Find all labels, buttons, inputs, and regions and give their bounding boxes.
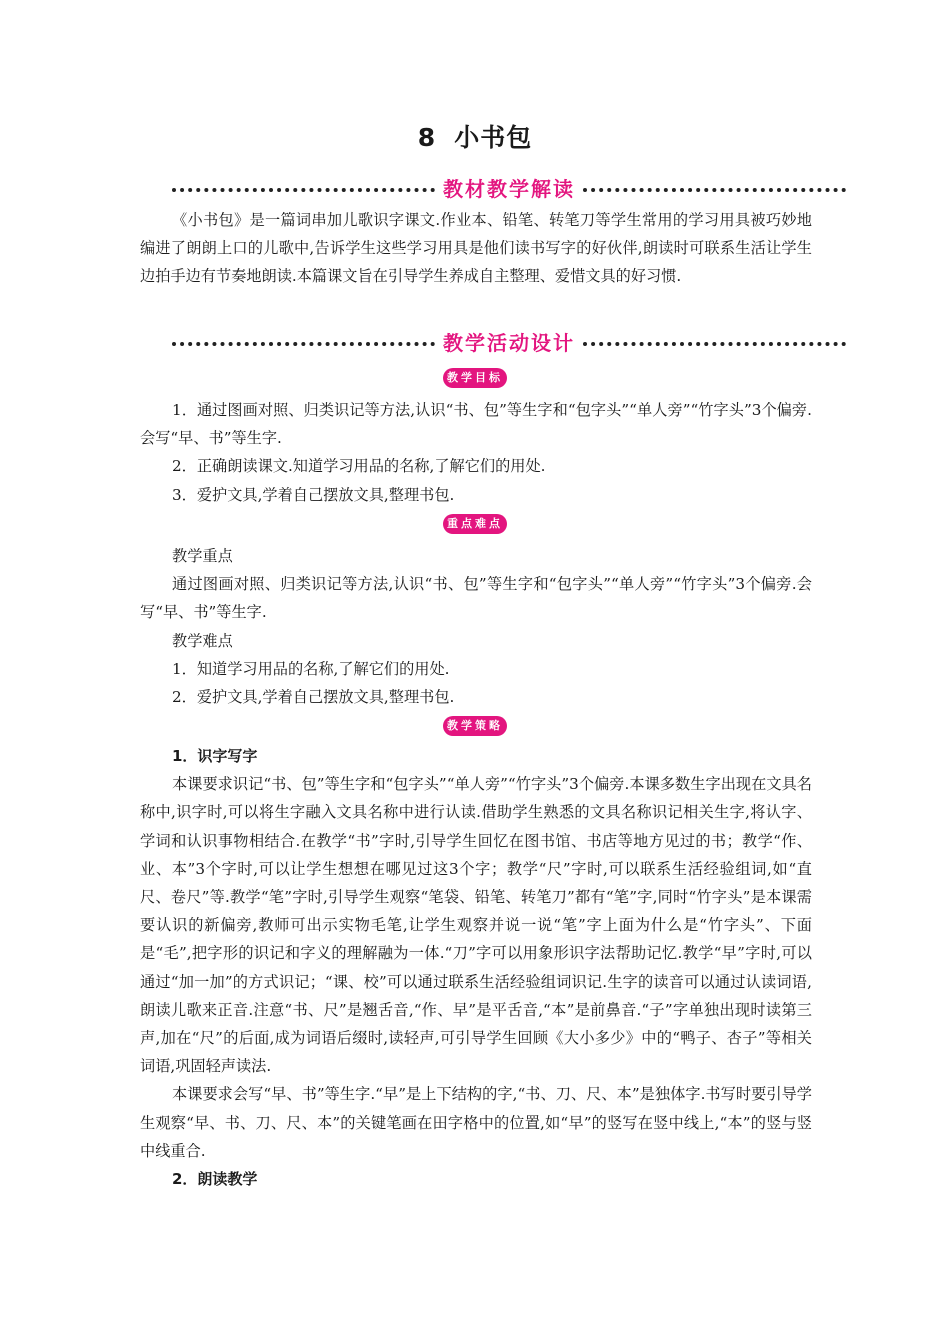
lesson-number: 8 xyxy=(417,123,437,152)
badge-keypoints xyxy=(0,512,950,534)
keypoints-block xyxy=(140,542,812,711)
goal-item: 1．通过图画对照、归类识记等方法,认识“书、包”等生字和“包字头”“单人旁”“竹字头”3个偏旁.会写“早、书”等生字. xyxy=(140,401,812,448)
section-title-reading: 教材教学解读 xyxy=(443,176,575,201)
focus-text: 通过图画对照、归类识记等方法,认识“书、包”等生字和“包字头”“单人旁”“竹字头”3个偏旁.会写“早、书”等生字. xyxy=(140,575,812,622)
section-divider-reading xyxy=(172,170,846,204)
strategy-block xyxy=(140,742,812,1193)
strategy-heading: 2．朗读教学 xyxy=(172,1170,258,1189)
badge-label: 重点难点 xyxy=(443,514,507,534)
badge-label: 教学策略 xyxy=(443,716,507,736)
difficulty-label: 教学难点 xyxy=(172,631,233,650)
intro-paragraph: 《小书包》是一篇词串加儿歌识字课文.作业本、铅笔、转笔刀等学生常用的学习用具被巧妙地编进了朗朗上口的儿歌中,告诉学生这些学习用具是他们读书写字的好伙伴,朗读时可联系生活让学生边拍手边有节奏地朗读.本篇课文旨在引导学生养成自主整理、爱惜文具的好习惯. xyxy=(140,211,812,286)
focus-label: 教学重点 xyxy=(172,547,233,565)
lesson-title xyxy=(0,118,950,154)
difficulty-item: 2．爱护文具,学着自己摆放文具,整理书包. xyxy=(172,688,455,707)
dotted-rule-left xyxy=(172,188,435,192)
strategy-paragraph: 本课要求识记“书、包”等生字和“包字头”“单人旁”“竹字头”3个偏旁.本课多数生字出现在文具名称中,识字时,可以将生字融入文具名称中进行认读.借助学生熟悉的文具名称识记相关生字,将认字、学词和认识事物相结合.在教学“书”字时,引导学生回忆在图书馆、书店等地方见过的书；教学“作、业、本”3个字时,可以让学生想想在哪见过这3个字；教学“尺”字时,可以联系生活经验组词,如“直尺、卷尺”等.教学“笔”字时,引导学生观察“笔袋、铅笔、转笔刀”都有“笔”字,同时“竹字头”是本课需要认识的新偏旁,教师可出示实物毛笔,让学生观察并说一说“笔”字上面为什么是“竹字头”、下面是“毛”,把字形的识记和字义的理解融为一体.“刀”字可以用象形识字法帮助记忆.教学“早”字时,可以通过“加一加”的方式识记；“课、校”可以通过联系生活经验组词识记.生字的读音可以通过认读词语,朗读儿歌来正音.注意“书、尺”是翘舌音,“作、早”是平舌音,“本”是前鼻音.“子”字单独出现时读第三声,加在“尺”的后面,成为词语后缀时,读轻声,可引导学生回顾《大小多少》中的“鸭子、杏子”等相关词语,巩固轻声读法. xyxy=(140,775,812,1076)
badge-strategy xyxy=(0,714,950,736)
goal-item: 2．正确朗读课文.知道学习用品的名称,了解它们的用处. xyxy=(172,457,546,476)
difficulty-item: 1．知道学习用品的名称,了解它们的用处. xyxy=(172,659,450,678)
badge-label: 教学目标 xyxy=(443,368,507,388)
dotted-rule-right xyxy=(583,188,846,192)
lesson-name: 小书包 xyxy=(454,123,533,152)
goals-list xyxy=(140,396,812,509)
section-title-design: 教学活动设计 xyxy=(443,330,575,355)
strategy-heading: 1．识字写字 xyxy=(172,747,258,765)
badge-goals xyxy=(0,366,950,388)
goal-item: 3．爱护文具,学着自己摆放文具,整理书包. xyxy=(172,485,455,504)
section-divider-design xyxy=(172,324,846,358)
dotted-rule-right xyxy=(583,342,846,346)
dotted-rule-left xyxy=(172,342,435,346)
strategy-paragraph: 本课要求会写“早、书”等生字.“早”是上下结构的字,“书、刀、尺、本”是独体字.书写时要引导学生观察“早、书、刀、尺、本”的关键笔画在田字格中的位置,如“早”的竖写在竖中线上,“本”的竖与竖中线重合. xyxy=(140,1085,812,1160)
